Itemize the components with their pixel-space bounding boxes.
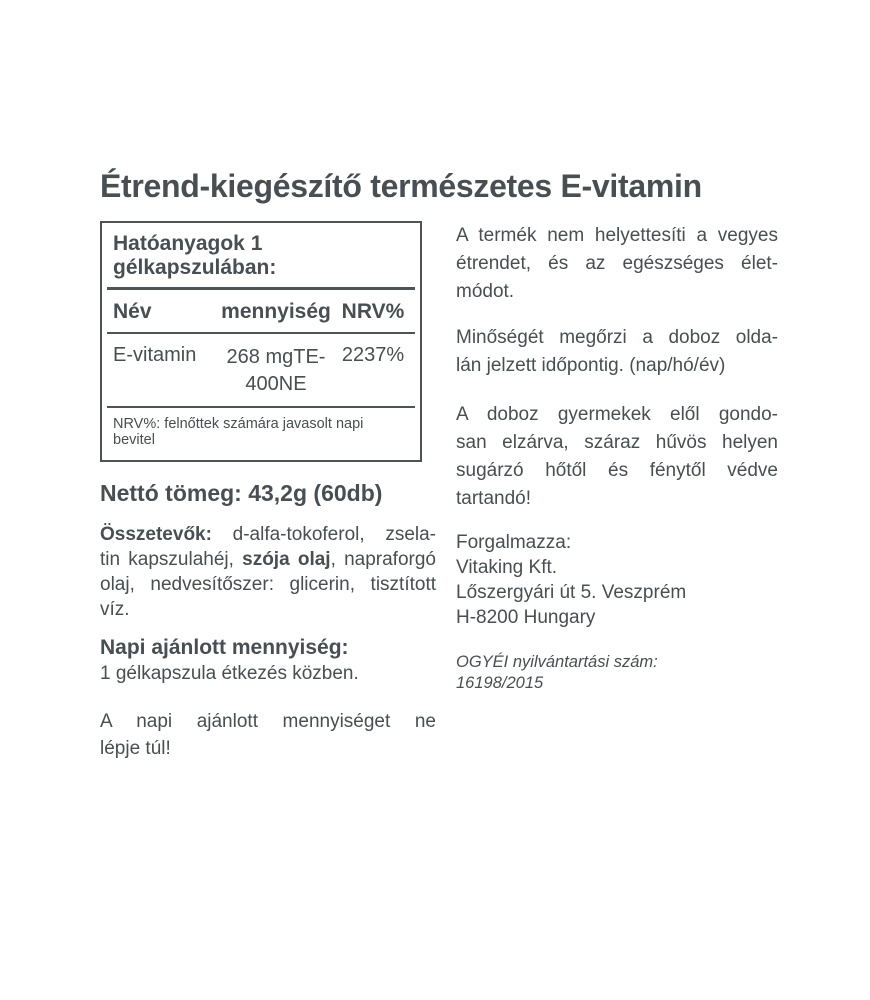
text-line: tartandó! bbox=[456, 488, 531, 509]
text-line: Minőségét megőrzi a doboz olda- bbox=[456, 327, 778, 348]
text-line: lépje túl! bbox=[100, 738, 171, 759]
column-header-nrv: NRV% bbox=[341, 300, 405, 323]
text-line: víz. bbox=[100, 599, 130, 620]
ingredients-paragraph bbox=[100, 522, 436, 622]
distributor-address bbox=[456, 555, 778, 630]
text-line: lán jelzett időpontig. (nap/hó/év) bbox=[456, 355, 726, 376]
text-line bbox=[100, 522, 436, 547]
net-weight: Nettó tömeg: 43,2g (60db) bbox=[100, 480, 383, 506]
text-line: sugárzó hőtől és fénytől védve bbox=[456, 460, 778, 481]
table-header-row bbox=[102, 290, 420, 332]
table-title: Hatóanyagok 1 gélkapszulában: bbox=[113, 232, 277, 279]
text-line: H-8200 Hungary bbox=[456, 607, 596, 628]
text-line: A napi ajánlott mennyiséget ne bbox=[100, 711, 436, 732]
storage-paragraph bbox=[456, 401, 778, 513]
ingredients-text: d-alfa-tokoferol, zsela- bbox=[211, 524, 436, 545]
table-footnote: NRV%: felnőttek számára javasolt napi bevitel bbox=[113, 416, 364, 448]
label-columns bbox=[100, 221, 870, 762]
left-column bbox=[100, 221, 436, 762]
text-line: olaj, nedvesítőszer: glicerin, tisztított bbox=[100, 574, 436, 595]
ingredients-text: , napraforgó bbox=[330, 549, 436, 570]
warning-paragraph bbox=[100, 708, 436, 762]
disclaimer-paragraph bbox=[456, 222, 778, 306]
text-line: Lőszergyári út 5. Veszprém bbox=[456, 582, 687, 603]
page-title: Étrend-kiegészítő természetes E-vitamin bbox=[100, 168, 702, 204]
registration-value: 16198/2015 bbox=[456, 674, 544, 692]
ingredients-label: Összetevők: bbox=[100, 524, 212, 545]
table-row bbox=[102, 334, 420, 406]
column-header-amount: mennyiség bbox=[221, 300, 331, 323]
daily-dose-section bbox=[100, 635, 436, 687]
registration-number bbox=[456, 652, 778, 694]
text-line: Vitaking Kft. bbox=[456, 557, 558, 578]
right-column bbox=[456, 221, 778, 694]
text-line: étrendet, és az egészséges élet- bbox=[456, 253, 778, 274]
ingredients-text: tin kapszulahéj, bbox=[100, 549, 243, 570]
supplement-facts-table bbox=[100, 221, 422, 462]
distributor-label: Forgalmazza: bbox=[456, 532, 572, 553]
text-line: san elzárva, száraz hűvös helyen bbox=[456, 432, 778, 453]
quality-paragraph bbox=[456, 324, 778, 380]
nutrient-amount bbox=[215, 344, 337, 398]
nutrient-name: E-vitamin bbox=[113, 344, 197, 366]
text-line: A doboz gyermekek elől gondo- bbox=[456, 404, 778, 425]
text-line: A termék nem helyettesíti a vegyes bbox=[456, 225, 778, 246]
text-line bbox=[100, 547, 436, 572]
text-line: módot. bbox=[456, 281, 515, 302]
distributor-block bbox=[456, 530, 778, 630]
nutrient-nrv: 2237% bbox=[341, 344, 405, 366]
column-header-name: Név bbox=[113, 300, 152, 323]
allergen-bold: szója olaj bbox=[242, 549, 331, 570]
amount-line: 268 mgTE- bbox=[226, 346, 326, 368]
amount-line: 400NE bbox=[245, 373, 307, 395]
daily-dose-heading: Napi ajánlott mennyiség: bbox=[100, 636, 349, 659]
registration-label: OGYÉI nyilvántartási szám: bbox=[456, 653, 658, 671]
daily-dose-text: 1 gélkapszula étkezés közben. bbox=[100, 663, 359, 684]
